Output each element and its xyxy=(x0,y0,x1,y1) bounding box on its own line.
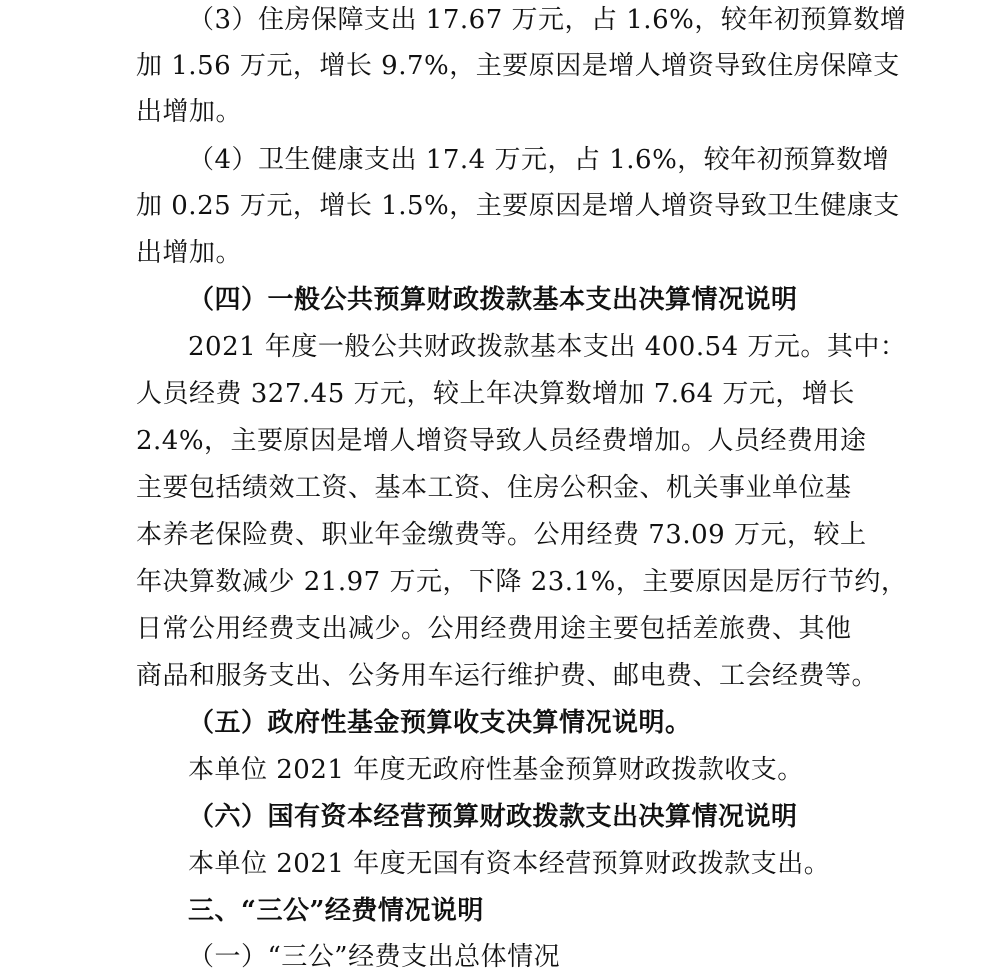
paragraph-line: 年决算数减少 21.97 万元，下降 23.1%，主要原因是厉行节约， xyxy=(136,567,908,597)
paragraph-line: 主要包括绩效工资、基本工资、住房公积金、机关事业单位基 xyxy=(136,473,852,503)
paragraph-line: （3）住房保障支出 17.67 万元，占 1.6%，较年初预算数增 xyxy=(188,5,907,35)
section-heading: （五）政府性基金预算收支决算情况说明。 xyxy=(188,708,692,738)
subsection-heading: （一）“三公”经费支出总体情况 xyxy=(188,942,561,972)
paragraph-line: 本单位 2021 年度无国有资本经营预算财政拨款支出。 xyxy=(188,849,831,879)
paragraph-line: （4）卫生健康支出 17.4 万元，占 1.6%，较年初预算数增 xyxy=(188,145,890,175)
section-heading: （四）一般公共预算财政拨款基本支出决算情况说明 xyxy=(188,285,798,315)
paragraph-line: 本养老保险费、职业年金缴费等。公用经费 73.09 万元，较上 xyxy=(136,520,867,550)
paragraph-line: 出增加。 xyxy=(136,97,243,127)
paragraph-line: 日常公用经费支出减少。公用经费用途主要包括差旅费、其他 xyxy=(136,614,852,644)
paragraph-line: 加 0.25 万元，增长 1.5%，主要原因是增人增资导致卫生健康支 xyxy=(136,191,900,221)
paragraph-line: 出增加。 xyxy=(136,238,243,268)
section-heading: （六）国有资本经营预算财政拨款支出决算情况说明 xyxy=(188,802,798,832)
chapter-heading: 三、“三公”经费情况说明 xyxy=(188,896,484,926)
paragraph-line: 人员经费 327.45 万元，较上年决算数增加 7.64 万元，增长 xyxy=(136,379,855,409)
paragraph-line: 2.4%，主要原因是增人增资导致人员经费增加。人员经费用途 xyxy=(136,426,867,456)
paragraph-line: 本单位 2021 年度无政府性基金预算财政拨款收支。 xyxy=(188,755,804,785)
paragraph-line: 2021 年度一般公共财政拨款基本支出 400.54 万元。其中： xyxy=(188,332,907,362)
paragraph-line: 加 1.56 万元，增长 9.7%，主要原因是增人增资导致住房保障支 xyxy=(136,51,900,81)
paragraph-line: 商品和服务支出、公务用车运行维护费、邮电费、工会经费等。 xyxy=(136,661,879,691)
